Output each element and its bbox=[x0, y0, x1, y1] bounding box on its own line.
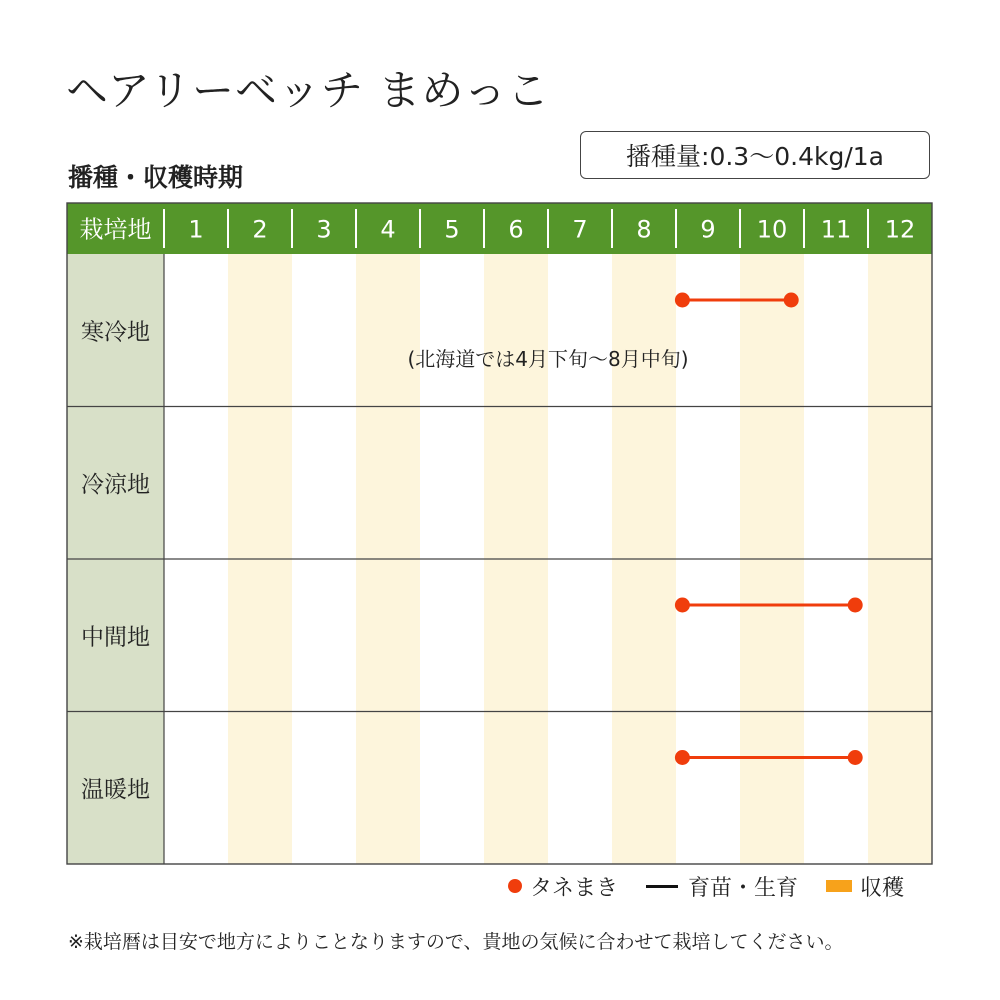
sowing-rate-text: 播種量:0.3〜0.4kg/1a bbox=[626, 142, 884, 171]
chart-subtitle: 播種・収穫時期 bbox=[68, 163, 244, 192]
region-label: 冷涼地 bbox=[81, 471, 150, 498]
sowing-end-dot bbox=[848, 598, 863, 613]
month-tick-label: 11 bbox=[820, 215, 852, 244]
legend bbox=[508, 868, 904, 904]
month-tick-label: 4 bbox=[380, 215, 396, 244]
sowing-start-dot bbox=[675, 750, 690, 765]
legend-harvest bbox=[826, 871, 904, 902]
region-label: 温暖地 bbox=[81, 776, 150, 803]
sowing-start-dot bbox=[675, 598, 690, 613]
month-tick-label: 6 bbox=[508, 215, 524, 244]
region-label: 中間地 bbox=[81, 624, 150, 651]
legend-sowing bbox=[508, 871, 618, 902]
header-region-label: 栽培地 bbox=[79, 215, 152, 244]
month-tick-label: 10 bbox=[756, 215, 788, 244]
footnote: ※栽培暦は目安で地方によりことなりますので、貴地の気候に合わせて栽培してください。 bbox=[68, 931, 844, 953]
sowing-end-dot bbox=[784, 293, 799, 308]
sowing-start-dot bbox=[675, 293, 690, 308]
month-tick-label: 8 bbox=[636, 215, 652, 244]
growing-line-icon bbox=[646, 885, 678, 888]
sowing-end-dot bbox=[848, 750, 863, 765]
month-tick-label: 3 bbox=[316, 215, 332, 244]
legend-harvest-label: 収穫 bbox=[860, 875, 905, 901]
region-note: (北海道では4月下旬〜8月中旬) bbox=[407, 347, 689, 371]
page-title: ヘアリーベッチ まめっこ bbox=[66, 66, 550, 115]
month-tick-label: 7 bbox=[572, 215, 588, 244]
region-label: 寒冷地 bbox=[81, 319, 150, 346]
month-tick-label: 9 bbox=[700, 215, 716, 244]
legend-growing bbox=[646, 871, 798, 902]
month-tick-label: 12 bbox=[884, 215, 916, 244]
legend-growing-label: 育苗・生育 bbox=[688, 875, 799, 901]
month-tick-label: 2 bbox=[252, 215, 268, 244]
legend-sowing-label: タネまき bbox=[530, 875, 619, 901]
month-tick-label: 1 bbox=[188, 215, 204, 244]
sowing-dot-icon bbox=[508, 879, 522, 893]
harvest-rect-icon bbox=[826, 880, 852, 892]
month-tick-label: 5 bbox=[444, 215, 460, 244]
